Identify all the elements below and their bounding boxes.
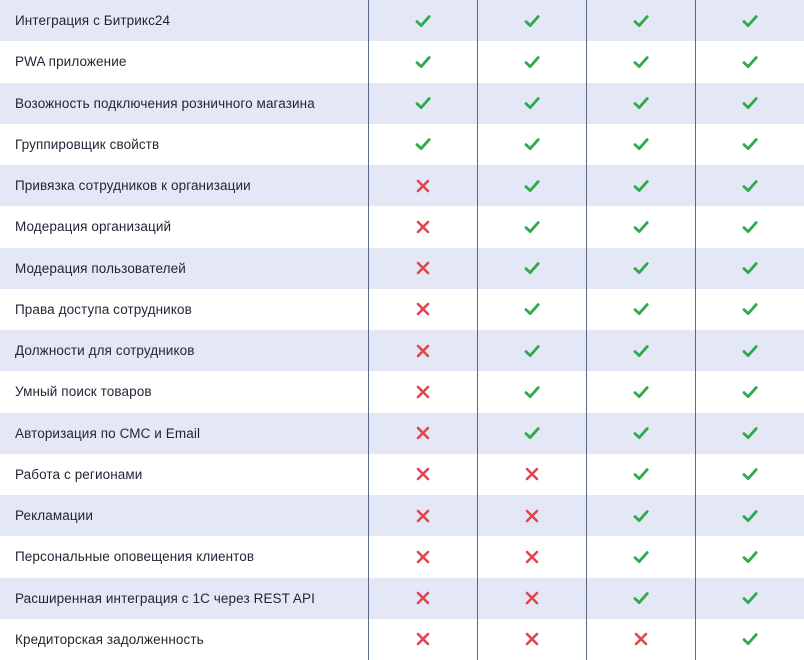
plan-cell <box>477 124 586 165</box>
plan-cell <box>586 536 695 577</box>
plan-cell <box>695 289 804 330</box>
checkmark-icon <box>524 178 540 194</box>
plan-cell <box>586 165 695 206</box>
plan-cell <box>368 124 477 165</box>
checkmark-icon <box>742 631 758 647</box>
plan-cell <box>477 330 586 371</box>
table-row <box>0 165 804 206</box>
checkmark-icon <box>742 301 758 317</box>
plan-cell <box>695 536 804 577</box>
cross-icon <box>524 549 540 565</box>
checkmark-icon <box>633 260 649 276</box>
feature-label: Расширенная интеграция с 1С через REST API <box>15 590 315 606</box>
plan-cell <box>586 289 695 330</box>
cross-icon <box>524 631 540 647</box>
plan-cell <box>586 578 695 619</box>
checkmark-icon <box>633 343 649 359</box>
cross-icon <box>524 466 540 482</box>
checkmark-icon <box>524 260 540 276</box>
plan-cell <box>368 413 477 454</box>
checkmark-icon <box>742 425 758 441</box>
table-row <box>0 536 804 577</box>
plan-cell <box>368 165 477 206</box>
plan-cell <box>368 371 477 412</box>
plan-cell <box>368 578 477 619</box>
cross-icon <box>415 219 431 235</box>
plan-cell <box>586 206 695 247</box>
checkmark-icon <box>742 13 758 29</box>
plan-cell <box>368 83 477 124</box>
cross-icon <box>415 178 431 194</box>
plan-cell <box>477 165 586 206</box>
plan-cell <box>368 330 477 371</box>
plan-cell <box>477 536 586 577</box>
checkmark-icon <box>633 466 649 482</box>
feature-label: Умный поиск товаров <box>15 384 152 400</box>
plan-cell <box>477 289 586 330</box>
plan-cell <box>368 619 477 660</box>
plan-cell <box>477 206 586 247</box>
table-row <box>0 371 804 412</box>
plan-cell <box>368 0 477 41</box>
plan-cell <box>586 330 695 371</box>
checkmark-icon <box>524 54 540 70</box>
checkmark-icon <box>524 219 540 235</box>
checkmark-icon <box>524 95 540 111</box>
checkmark-icon <box>742 95 758 111</box>
checkmark-icon <box>742 260 758 276</box>
checkmark-icon <box>524 301 540 317</box>
plan-cell <box>368 454 477 495</box>
plan-cell <box>586 371 695 412</box>
table-row <box>0 289 804 330</box>
plan-cell <box>695 578 804 619</box>
plan-cell <box>477 83 586 124</box>
table-row <box>0 495 804 536</box>
plan-cell <box>368 495 477 536</box>
checkmark-icon <box>633 384 649 400</box>
plan-cell <box>477 454 586 495</box>
cross-icon <box>415 260 431 276</box>
plan-cell <box>477 41 586 82</box>
checkmark-icon <box>633 549 649 565</box>
checkmark-icon <box>633 136 649 152</box>
plan-cell <box>695 165 804 206</box>
plan-cell <box>586 41 695 82</box>
cross-icon <box>415 466 431 482</box>
plan-cell <box>695 330 804 371</box>
feature-label: Авторизация по СМС и Email <box>15 425 201 441</box>
cross-icon <box>415 425 431 441</box>
feature-label: Возожность подключения розничного магазина <box>15 95 315 111</box>
cross-icon <box>415 590 431 606</box>
plan-cell <box>695 124 804 165</box>
checkmark-icon <box>524 13 540 29</box>
checkmark-icon <box>524 384 540 400</box>
checkmark-icon <box>524 343 540 359</box>
plan-cell <box>695 619 804 660</box>
plan-cell <box>477 248 586 289</box>
plan-cell <box>368 248 477 289</box>
plan-cell <box>695 371 804 412</box>
table-row <box>0 41 804 82</box>
plan-cell <box>477 495 586 536</box>
checkmark-icon <box>415 95 431 111</box>
feature-label: Интеграция с Битрикс24 <box>15 13 171 29</box>
feature-label: Права доступа сотрудников <box>15 301 192 317</box>
plan-cell <box>695 41 804 82</box>
checkmark-icon <box>415 136 431 152</box>
cross-icon <box>415 301 431 317</box>
cross-icon <box>524 508 540 524</box>
checkmark-icon <box>742 219 758 235</box>
plan-cell <box>695 206 804 247</box>
feature-label: Рекламации <box>15 508 93 524</box>
plan-cell <box>586 454 695 495</box>
checkmark-icon <box>415 13 431 29</box>
checkmark-icon <box>742 54 758 70</box>
feature-label: PWA приложение <box>15 54 127 70</box>
cross-icon <box>415 631 431 647</box>
checkmark-icon <box>633 95 649 111</box>
table-row <box>0 330 804 371</box>
checkmark-icon <box>742 466 758 482</box>
checkmark-icon <box>524 136 540 152</box>
plan-cell <box>477 619 586 660</box>
plan-cell <box>586 248 695 289</box>
cross-icon <box>633 631 649 647</box>
plan-cell <box>695 495 804 536</box>
plan-cell <box>695 83 804 124</box>
plan-cell <box>368 41 477 82</box>
plan-cell <box>695 0 804 41</box>
table-row <box>0 619 804 660</box>
plan-cell <box>368 536 477 577</box>
checkmark-icon <box>633 301 649 317</box>
plan-cell <box>477 0 586 41</box>
feature-label: Модерация пользователей <box>15 260 186 276</box>
checkmark-icon <box>633 508 649 524</box>
checkmark-icon <box>633 54 649 70</box>
feature-label: Модерация организаций <box>15 219 172 235</box>
feature-label: Группировщик свойств <box>15 136 160 152</box>
plan-cell <box>586 495 695 536</box>
checkmark-icon <box>633 590 649 606</box>
plan-cell <box>695 454 804 495</box>
plan-cell <box>477 413 586 454</box>
checkmark-icon <box>742 136 758 152</box>
checkmark-icon <box>415 54 431 70</box>
table-row <box>0 454 804 495</box>
table-row <box>0 578 804 619</box>
plan-cell <box>586 413 695 454</box>
plan-cell <box>586 619 695 660</box>
plan-cell <box>695 248 804 289</box>
plan-cell <box>477 371 586 412</box>
table-row <box>0 248 804 289</box>
table-row <box>0 0 804 41</box>
plan-cell <box>368 289 477 330</box>
checkmark-icon <box>742 178 758 194</box>
cross-icon <box>524 590 540 606</box>
feature-label: Персональные оповещения клиентов <box>15 549 255 565</box>
checkmark-icon <box>742 508 758 524</box>
checkmark-icon <box>633 13 649 29</box>
checkmark-icon <box>742 549 758 565</box>
checkmark-icon <box>633 425 649 441</box>
cross-icon <box>415 549 431 565</box>
plan-cell <box>586 83 695 124</box>
feature-label: Кредиторская задолженность <box>15 631 204 647</box>
plan-cell <box>586 124 695 165</box>
table-row <box>0 206 804 247</box>
checkmark-icon <box>524 425 540 441</box>
plan-cell <box>477 578 586 619</box>
cross-icon <box>415 384 431 400</box>
feature-label: Работа с регионами <box>15 466 143 482</box>
checkmark-icon <box>742 590 758 606</box>
feature-label: Привязка сотрудников к организации <box>15 178 251 194</box>
checkmark-icon <box>742 343 758 359</box>
cross-icon <box>415 343 431 359</box>
table-row <box>0 124 804 165</box>
table-row <box>0 83 804 124</box>
checkmark-icon <box>742 384 758 400</box>
table-row <box>0 413 804 454</box>
feature-label: Должности для сотрудников <box>15 343 195 359</box>
plan-cell <box>695 413 804 454</box>
plan-cell <box>586 0 695 41</box>
checkmark-icon <box>633 178 649 194</box>
checkmark-icon <box>633 219 649 235</box>
cross-icon <box>415 508 431 524</box>
plan-cell <box>368 206 477 247</box>
